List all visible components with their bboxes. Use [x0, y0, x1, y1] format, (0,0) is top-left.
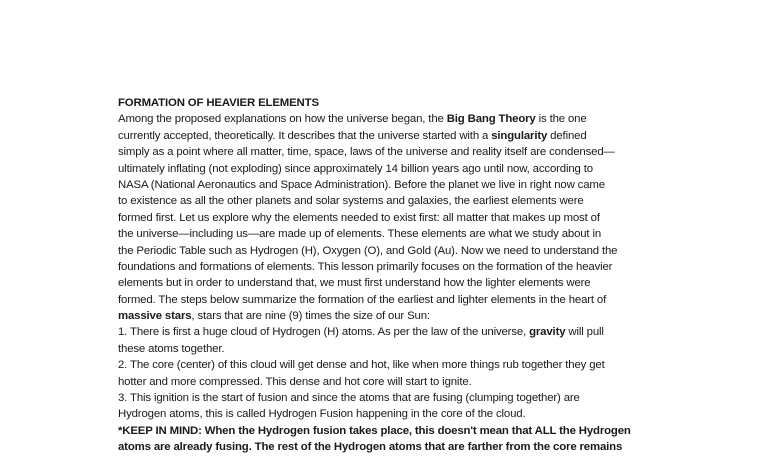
paragraph-line: the universe—including us—are made up of elements. These elements are what we study about in — [118, 228, 602, 241]
paragraph-line: massive stars, stars that are nine (9) times the size of our Sun: — [118, 310, 430, 323]
paragraph-line: formed. The steps below summarize the formation of the earliest and lighter elements in the heart of — [118, 293, 607, 306]
step-3-line: 3. This ignition is the start of fusion and since the atoms that are fusing (clumping together) are — [118, 392, 580, 405]
paragraph-line: formed first. Let us explore why the elements needed to exist first: all matter that makes up most of — [118, 211, 600, 224]
note-line: *KEEP IN MIND: When the Hydrogen fusion takes place, this doesn't mean that ALL the Hydrogen — [118, 424, 631, 437]
bold-term-big-bang-theory: Big Bang Theory — [446, 113, 536, 126]
note-line: atoms are already fusing. The rest of the Hydrogen atoms that are farther from the core remains — [118, 441, 623, 454]
paragraph-line: simply as a point where all matter, time, space, laws of the universe and reality itself are condensed— — [118, 146, 615, 159]
paragraph-line: the Periodic Table such as Hydrogen (H), Oxygen (O), and Gold (Au). Now we need to understand the — [118, 244, 618, 257]
paragraph-line: elements but in order to understand that, we must first understand how the lighter elements were — [118, 277, 591, 290]
paragraph-line: foundations and formations of elements. This lesson primarily focuses on the formation of the heavier — [118, 260, 613, 273]
paragraph-line: ultimately inflating (not exploding) since approximately 14 billion years ago until now, according to — [118, 162, 593, 175]
paragraph-line: NASA (National Aeronautics and Space Administration). Before the planet we live in right now came — [118, 178, 605, 191]
step-2-line: hotter and more compressed. This dense and hot core will start to ignite. — [118, 375, 472, 388]
bold-term-massive-stars: massive stars — [118, 310, 192, 323]
bold-term-gravity: gravity — [529, 326, 566, 339]
document-page — [118, 95, 678, 456]
step-3-line: Hydrogen atoms, this is called Hydrogen Fusion happening in the core of the cloud. — [118, 408, 526, 421]
step-1-line: 1. There is first a huge cloud of Hydrogen (H) atoms. As per the law of the universe, gravity will pull — [118, 326, 604, 339]
step-2-line: 2. The core (center) of this cloud will get dense and hot, like when more things rub together they get — [118, 359, 605, 372]
paragraph-line: to existence as all the other planets and solar systems and galaxies, the earliest elements were — [118, 195, 584, 208]
paragraph-line: currently accepted, theoretically. It describes that the universe started with a singularity defined — [118, 129, 587, 142]
bold-term-singularity: singularity — [491, 129, 548, 142]
document-heading: FORMATION OF HEAVIER ELEMENTS — [118, 97, 319, 109]
paragraph-line: Among the proposed explanations on how the universe began, the Big Bang Theory is the one — [118, 113, 587, 126]
step-1-line: these atoms together. — [118, 342, 225, 355]
